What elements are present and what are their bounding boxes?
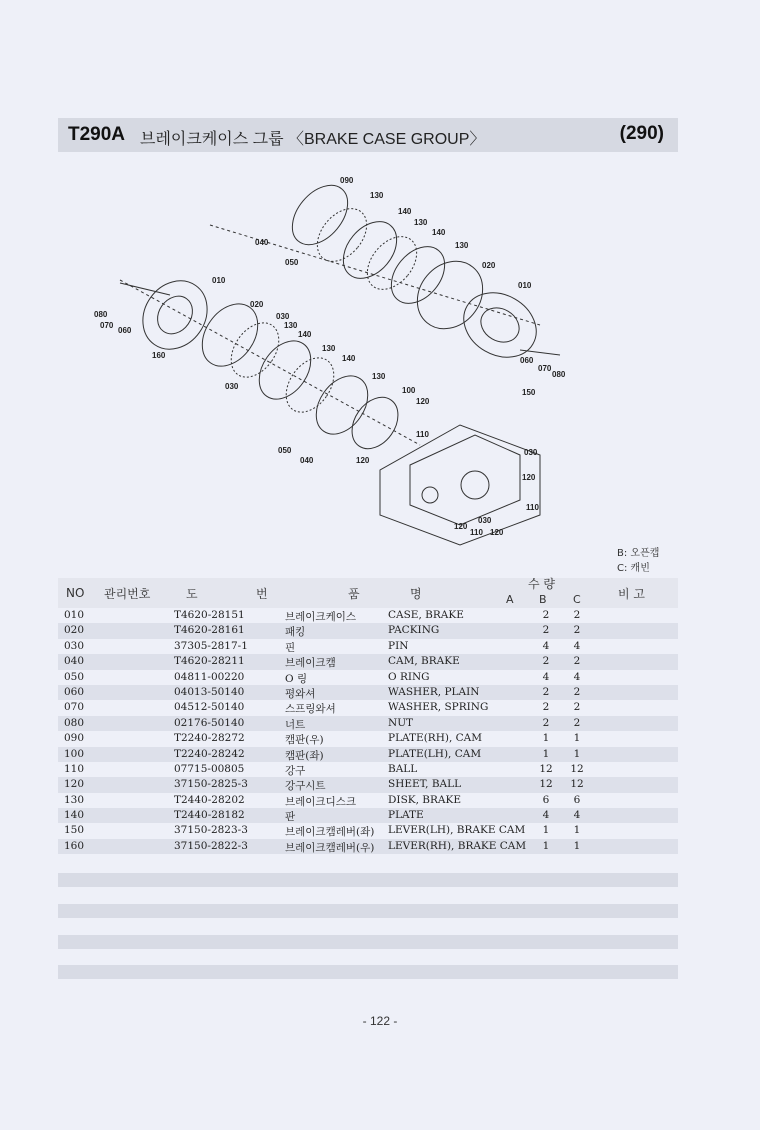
row-qty-b: 1 (542, 747, 550, 760)
col-drawing-2: 번 (256, 587, 268, 601)
row-korean-name: 강구 (285, 764, 306, 777)
row-korean-name: 스프링와셔 (285, 703, 336, 716)
row-qty-b: 1 (542, 839, 550, 852)
row-no: 010 (64, 609, 85, 621)
svg-text:110: 110 (470, 528, 483, 537)
row-part-number: T4620-28151 (174, 609, 245, 621)
row-qty-b: 1 (542, 732, 550, 745)
row-qty-b: 12 (539, 778, 553, 791)
parts-table-body (58, 608, 678, 854)
row-english-name: CAM, BRAKE (388, 655, 460, 668)
legend-b: B: 오픈캡 (617, 548, 660, 559)
svg-text:090: 090 (340, 176, 354, 185)
row-no: 140 (64, 809, 85, 822)
row-qty-b: 4 (542, 639, 550, 652)
row-no: 150 (64, 824, 85, 837)
svg-text:040: 040 (300, 456, 314, 465)
table-header (58, 578, 678, 608)
svg-text:040: 040 (255, 238, 269, 247)
row-qty-b: 2 (542, 716, 550, 729)
row-korean-name: 브레이크디스크 (285, 795, 357, 808)
row-qty-c: 1 (573, 824, 581, 837)
svg-text:120: 120 (522, 473, 536, 482)
row-qty-c: 2 (573, 701, 581, 714)
table-row (58, 670, 678, 685)
row-english-name: LEVER(LH), BRAKE CAM (388, 824, 526, 837)
row-part-number: 04013-50140 (174, 685, 245, 698)
row-qty-c: 2 (573, 655, 581, 668)
svg-text:130: 130 (284, 321, 298, 330)
svg-text:120: 120 (356, 456, 370, 465)
row-no: 070 (64, 701, 85, 714)
row-qty-c: 1 (573, 732, 581, 745)
row-qty-c: 12 (570, 762, 584, 775)
row-part-number: 37305-2817-1 (174, 639, 248, 652)
row-part-number: 04512-50140 (174, 701, 245, 714)
table-row (58, 700, 678, 715)
row-qty-b: 2 (542, 701, 550, 714)
svg-text:080: 080 (94, 310, 108, 319)
col-qty-c: C (573, 593, 581, 606)
table-row (58, 823, 678, 838)
svg-text:140: 140 (398, 207, 412, 216)
row-part-number: T4620-28161 (174, 624, 245, 637)
col-name-1: 품 (348, 587, 360, 601)
svg-text:140: 140 (342, 354, 356, 363)
row-qty-c: 2 (573, 685, 581, 698)
empty-row-stripe (58, 935, 678, 949)
row-korean-name: 캠판(우) (285, 734, 324, 747)
row-korean-name: 평와셔 (285, 687, 316, 700)
row-part-number: 07715-00805 (174, 762, 245, 775)
svg-text:130: 130 (370, 191, 384, 200)
svg-text:070: 070 (538, 364, 552, 373)
row-qty-c: 4 (573, 670, 581, 683)
row-no: 110 (64, 762, 85, 775)
row-english-name: PIN (388, 639, 409, 652)
svg-text:100: 100 (402, 386, 416, 395)
row-english-name: PLATE(LH), CAM (388, 747, 482, 760)
row-qty-c: 6 (573, 793, 581, 806)
row-no: 100 (64, 747, 85, 760)
row-part-number: 37150-2823-3 (174, 824, 248, 837)
table-row (58, 808, 678, 823)
svg-text:110: 110 (526, 503, 539, 512)
empty-row-stripe (58, 904, 678, 918)
svg-text:140: 140 (432, 228, 446, 237)
row-korean-name: 브레이크캠레버(우) (285, 841, 375, 854)
svg-text:030: 030 (524, 448, 538, 457)
row-korean-name: 판 (285, 811, 296, 824)
row-english-name: PLATE (388, 809, 424, 822)
row-qty-b: 2 (542, 624, 550, 637)
exploded-parts-diagram (80, 165, 566, 545)
table-row (58, 716, 678, 731)
row-korean-name: 브레이크캠 (285, 657, 336, 670)
svg-text:150: 150 (522, 388, 536, 397)
table-row (58, 608, 678, 623)
svg-text:110: 110 (416, 430, 429, 439)
row-qty-b: 2 (542, 655, 550, 668)
svg-text:060: 060 (118, 326, 132, 335)
svg-text:020: 020 (250, 300, 264, 309)
row-english-name: DISK, BRAKE (388, 793, 461, 806)
row-qty-c: 2 (573, 716, 581, 729)
table-row (58, 623, 678, 638)
svg-text:070: 070 (100, 321, 114, 330)
page-header (58, 118, 678, 152)
row-no: 060 (64, 685, 85, 698)
row-no: 040 (64, 655, 85, 668)
page-ref: (290) (619, 123, 664, 144)
table-row (58, 654, 678, 669)
row-part-number: 04811-00220 (174, 670, 245, 683)
col-name-2: 명 (410, 587, 422, 601)
row-qty-c: 12 (570, 778, 584, 791)
svg-text:020: 020 (482, 261, 496, 270)
svg-text:010: 010 (518, 281, 532, 290)
row-part-number: 37150-2822-3 (174, 839, 248, 852)
row-no: 080 (64, 716, 85, 729)
row-no: 050 (64, 670, 85, 683)
row-english-name: SHEET, BALL (388, 778, 462, 791)
row-qty-c: 4 (573, 639, 581, 652)
row-qty-b: 4 (542, 670, 550, 683)
svg-text:130: 130 (372, 372, 386, 381)
row-korean-name: 핀 (285, 641, 296, 654)
row-qty-b: 12 (539, 762, 553, 775)
row-no: 030 (64, 639, 85, 652)
empty-row-stripe (58, 965, 678, 979)
svg-text:080: 080 (552, 370, 566, 379)
row-no: 130 (64, 793, 85, 806)
row-no: 160 (64, 839, 85, 852)
row-qty-c: 2 (573, 609, 581, 621)
table-row (58, 747, 678, 762)
row-english-name: PACKING (388, 624, 440, 637)
row-part-number: T4620-28211 (174, 655, 245, 668)
row-no: 020 (64, 624, 85, 637)
page-number: - 122 - (362, 1014, 398, 1028)
table-row (58, 777, 678, 792)
svg-text:010: 010 (212, 276, 226, 285)
row-english-name: BALL (388, 762, 418, 775)
row-korean-name: 캠판(좌) (285, 749, 324, 762)
row-no: 090 (64, 732, 85, 745)
svg-text:030: 030 (225, 382, 239, 391)
row-part-number: 37150-2825-3 (174, 778, 248, 791)
row-korean-name: O 링 (285, 672, 308, 685)
row-english-name: O RING (388, 670, 430, 683)
row-qty-b: 2 (542, 685, 550, 698)
row-qty-b: 2 (542, 609, 550, 621)
row-part-number: T2240-28272 (174, 732, 245, 745)
row-korean-name: 강구시트 (285, 780, 326, 793)
col-qty-b: B (539, 593, 547, 606)
row-qty-c: 4 (573, 809, 581, 822)
row-english-name: PLATE(RH), CAM (388, 732, 483, 745)
svg-text:130: 130 (322, 344, 336, 353)
svg-text:160: 160 (152, 351, 166, 360)
svg-text:120: 120 (416, 397, 430, 406)
svg-text:050: 050 (285, 258, 299, 267)
table-row (58, 839, 678, 854)
table-row (58, 762, 678, 777)
row-english-name: NUT (388, 716, 414, 729)
group-title: 브레이크케이스 그룹 〈BRAKE CASE GROUP〉 (140, 131, 486, 148)
col-qty: 수 량 (528, 577, 555, 591)
group-code: T290A (68, 124, 126, 145)
row-korean-name: 패킹 (285, 626, 306, 639)
svg-text:120: 120 (490, 528, 504, 537)
col-qty-a: A (506, 593, 514, 606)
svg-text:030: 030 (478, 516, 492, 525)
row-english-name: WASHER, SPRING (388, 701, 489, 714)
empty-row-stripe (58, 873, 678, 887)
row-korean-name: 브레이크케이스 (285, 611, 357, 623)
col-no: NO (66, 586, 85, 600)
table-row (58, 639, 678, 654)
row-qty-b: 4 (542, 809, 550, 822)
row-english-name: CASE, BRAKE (388, 609, 464, 621)
row-qty-c: 2 (573, 624, 581, 637)
svg-text:130: 130 (414, 218, 428, 227)
row-english-name: LEVER(RH), BRAKE CAM (388, 839, 527, 852)
row-part-number: T2240-28242 (174, 747, 245, 760)
table-row (58, 731, 678, 746)
svg-text:140: 140 (298, 330, 312, 339)
row-korean-name: 너트 (285, 718, 306, 731)
col-drawing-1: 도 (186, 587, 198, 601)
row-part-number: 02176-50140 (174, 716, 245, 729)
col-remarks: 비 고 (618, 587, 645, 601)
row-english-name: WASHER, PLAIN (388, 685, 480, 698)
row-qty-b: 1 (542, 824, 550, 837)
svg-text:120: 120 (454, 522, 468, 531)
row-no: 120 (64, 778, 85, 791)
svg-text:050: 050 (278, 446, 292, 455)
row-korean-name: 브레이크캠레버(좌) (285, 826, 375, 839)
row-part-number: T2440-28182 (174, 809, 245, 822)
svg-text:030: 030 (276, 312, 290, 321)
col-mgmt: 관리번호 (104, 587, 151, 601)
legend-c: C: 캐빈 (617, 563, 650, 574)
svg-text:060: 060 (520, 356, 534, 365)
row-part-number: T2440-28202 (174, 793, 245, 806)
svg-text:130: 130 (455, 241, 469, 250)
row-qty-b: 6 (542, 793, 550, 806)
table-row (58, 685, 678, 700)
row-qty-c: 1 (573, 839, 581, 852)
table-row (58, 793, 678, 808)
row-qty-c: 1 (573, 747, 581, 760)
